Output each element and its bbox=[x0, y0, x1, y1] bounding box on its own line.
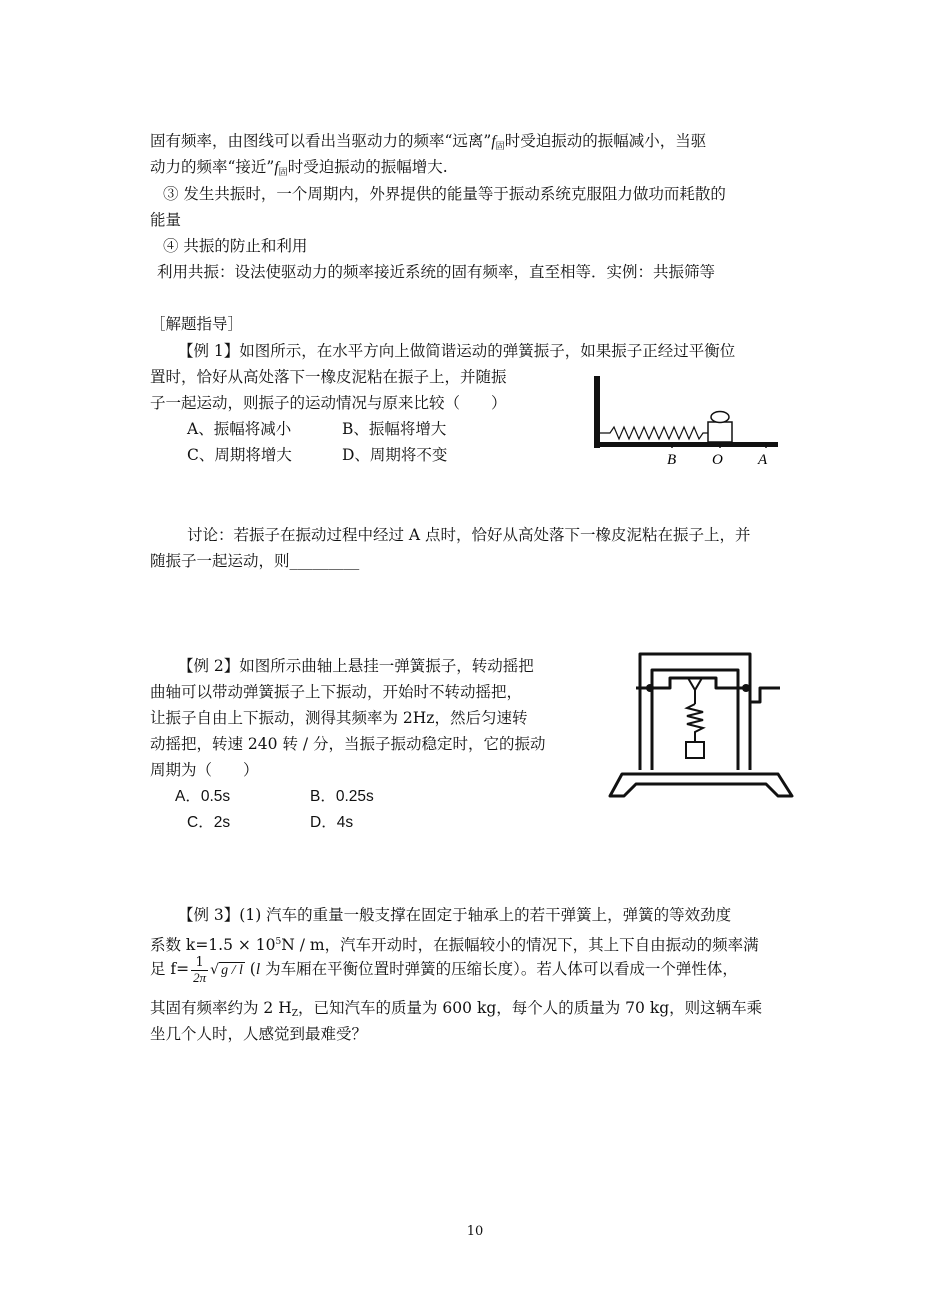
oscillator-block bbox=[708, 422, 732, 442]
crankshaft-figure bbox=[606, 650, 796, 800]
discussion-line: 讨论：若振子在振动过程中经过 A 点时，恰好从高处落下一橡皮泥粘在振子上，并 bbox=[187, 526, 751, 544]
example-1-line: 子一起运动，则振子的运动情况与原来比较（ ） bbox=[150, 394, 507, 412]
square-root: √ g / l bbox=[210, 961, 243, 978]
label-b: B bbox=[667, 452, 677, 468]
example-2-line: 【例 2】如图所示曲轴上悬挂一弹簧振子，转动摇把 bbox=[178, 657, 534, 675]
example-3-line: 系数 $k=1.5 \times 10^5N / m$，汽车开动时，在振幅较小的情况下，其上下自由振动的频率满 bbox=[150, 936, 759, 954]
oscillator-block bbox=[686, 742, 704, 758]
label-o: O bbox=[712, 452, 723, 468]
option-a: A、振幅将减小 bbox=[187, 420, 292, 438]
example-2-line: 周期为（ ） bbox=[150, 761, 259, 779]
bearing-right bbox=[742, 684, 750, 692]
text-line: ③ 发生共振时，一个周期内，外界提供的能量等于振动系统克服阻力做功而耗散的 bbox=[163, 185, 726, 203]
option-b: B．0.25s bbox=[310, 788, 374, 805]
example-2-line: 动摇把，转速 240 转 / 分，当振子振动稳定时，它的振动 bbox=[150, 735, 546, 753]
option-c: C、周期将增大 bbox=[187, 446, 292, 464]
wall bbox=[594, 376, 600, 448]
spring-oscillator-figure bbox=[588, 372, 780, 468]
spring bbox=[687, 704, 703, 742]
putty-lump bbox=[711, 412, 729, 423]
text-line: 能量 bbox=[150, 211, 182, 229]
text-line: 动力的频率“接近$”f_固$时受迫振动的振幅增大. bbox=[150, 158, 448, 178]
hanger bbox=[688, 678, 702, 690]
example-3-line: 其固有频率约为 2 $H_Z$，已知汽车的质量为 600 kg，每个人的质量为 70 kg，则这辆车乘 bbox=[150, 999, 763, 1019]
text-line: 利用共振：设法使驱动力的频率接近系统的固有频率，直至相等．实例：共振筛等 bbox=[157, 263, 716, 281]
bearing-left bbox=[646, 684, 654, 692]
example-2-line: 让振子自由上下振动，测得其频率为 2Hz，然后匀速转 bbox=[150, 709, 528, 727]
floor bbox=[594, 442, 778, 447]
label-a: A bbox=[758, 452, 768, 468]
discussion-line: 随振子一起运动，则_________ bbox=[150, 552, 360, 570]
example-2-line: 曲轴可以带动弹簧振子上下振动，开始时不转动摇把， bbox=[150, 683, 523, 701]
text-line: 固有频率，由图线可以看出当驱动力的频率“远离$”f_固$时受迫振动的振幅减小，当驱 bbox=[150, 132, 707, 152]
example-3-line: 坐几个人时，人感觉到最难受？ bbox=[150, 1025, 368, 1043]
option-b: B、振幅将增大 bbox=[342, 420, 447, 438]
page-number: 10 bbox=[466, 1224, 484, 1239]
example-1-line: 置时，恰好从高处落下一橡皮泥粘在振子上，并随振 bbox=[150, 368, 507, 386]
spring bbox=[600, 427, 708, 439]
option-d: D、周期将不变 bbox=[342, 446, 448, 464]
fraction: $\frac{1}{2\pi}$ bbox=[193, 954, 207, 985]
example-1-line: 【例 1】如图所示，在水平方向上做简谐运动的弹簧振子，如果振子正经过平衡位 bbox=[178, 342, 736, 360]
option-a: A．0.5s bbox=[175, 788, 231, 805]
example-3-line: 【例 3】(1) 汽车的重量一般支撑在固定于轴承上的若干弹簧上，弹簧的等效劲度 bbox=[178, 906, 732, 924]
crankshaft bbox=[636, 678, 780, 702]
section-heading: ［解题指导］ bbox=[150, 315, 244, 333]
option-c: C．2s bbox=[187, 814, 231, 831]
base bbox=[610, 774, 792, 796]
text-line: ④ 共振的防止和利用 bbox=[163, 237, 308, 255]
option-d: D．4s bbox=[310, 814, 354, 831]
formula-line: 足 f= $\frac{1}{2\pi}$ √ g / l (l 为车厢在平衡位置时弹簧的压缩长度）。若人体可以看成一个弹性体， bbox=[150, 952, 738, 988]
